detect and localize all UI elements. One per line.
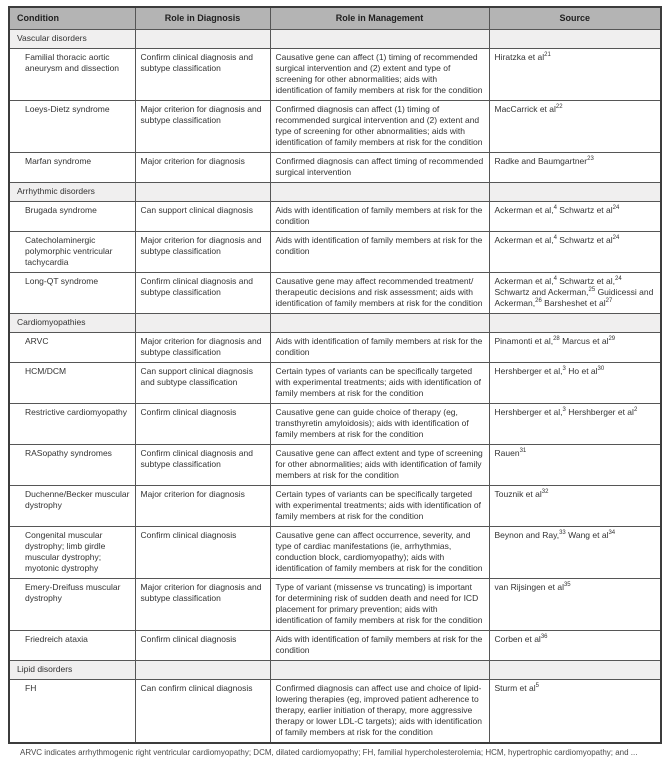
- citation-superscript: 25: [588, 287, 596, 294]
- diagnosis-cell: Major criterion for diagnosis and subtype classification: [135, 232, 270, 273]
- citation-superscript: 26: [535, 298, 542, 305]
- condition-cell: Friedreich ataxia: [9, 631, 135, 661]
- section-empty-cell: [270, 314, 489, 333]
- section-title: Cardiomyopathies: [9, 314, 135, 333]
- table-row: [9, 404, 661, 445]
- section-empty-cell: [489, 183, 661, 202]
- citation-text: Hershberger et al,: [494, 366, 563, 376]
- citation-superscript: 24: [615, 276, 622, 283]
- col-header-role-in-diagnosis: Role in Diagnosis: [135, 7, 270, 30]
- citation-text: Guidicessi and Ackerman,: [494, 287, 654, 308]
- citation-text: Hiratzka et al: [494, 52, 545, 62]
- source-cell: [489, 527, 661, 579]
- source-cell: [489, 202, 661, 232]
- diagnosis-cell: Confirm clinical diagnosis and subtype classification: [135, 445, 270, 486]
- management-cell: Aids with identification of family members at risk for the condition: [270, 232, 489, 273]
- table-row: [9, 273, 661, 314]
- citation-superscript: 28: [553, 336, 560, 343]
- condition-cell: HCM/DCM: [9, 363, 135, 404]
- citation-text: Schwartz et al: [556, 205, 613, 215]
- condition-cell: ARVC: [9, 333, 135, 363]
- diagnosis-cell: Major criterion for diagnosis and subtype classification: [135, 579, 270, 631]
- citation-text: Sturm et al: [494, 683, 536, 693]
- diagnosis-cell: Major criterion for diagnosis and subtype classification: [135, 333, 270, 363]
- table-footnote: ARVC indicates arrhythmogenic right ventricular cardiomyopathy; DCM, dilated cardiomyopathy; FH, familial hypercholesterolemia; HCM, hypertrophic cardiomyopathy; and ...: [20, 748, 638, 757]
- source-cell: [489, 486, 661, 527]
- citation-text: Ackerman et al,: [494, 235, 554, 245]
- citation-superscript: 4: [553, 205, 557, 212]
- condition-cell: Congenital muscular dystrophy; limb girdle muscular dystrophy; myotonic dystrophy: [9, 527, 135, 579]
- management-cell: Certain types of variants can be specifically targeted with experimental treatments; aids with identification of family members at risk for the condition: [270, 486, 489, 527]
- section-title: Vascular disorders: [9, 30, 135, 49]
- condition-cell: Brugada syndrome: [9, 202, 135, 232]
- section-empty-cell: [489, 314, 661, 333]
- col-header-source: Source: [489, 7, 661, 30]
- diagnosis-cell: Confirm clinical diagnosis: [135, 631, 270, 661]
- source-cell: [489, 153, 661, 183]
- management-cell: Aids with identification of family members at risk for the condition: [270, 202, 489, 232]
- table-row: [9, 232, 661, 273]
- management-cell: Causative gene can affect occurrence, severity, and type of cardiac manifestations (ie, arrhythmias, conduction block, cardiomyopathy); aids with identification of family members at risk for the condition: [270, 527, 489, 579]
- table-row: [9, 202, 661, 232]
- diagnosis-cell: Can support clinical diagnosis and subtype classification: [135, 363, 270, 404]
- citation-superscript: 2: [633, 407, 638, 414]
- condition-cell: Familial thoracic aortic aneurysm and dissection: [9, 49, 135, 101]
- source-cell: [489, 680, 661, 744]
- section-empty-cell: [135, 661, 270, 680]
- condition-cell: RASopathy syndromes: [9, 445, 135, 486]
- table-row: [9, 680, 661, 744]
- section-empty-cell: [489, 661, 661, 680]
- section-empty-cell: [135, 314, 270, 333]
- source-cell: [489, 363, 661, 404]
- citation-superscript: 4: [553, 276, 557, 283]
- citation-text: Hershberger et al,: [494, 407, 563, 417]
- citation-text: Ho et al: [565, 366, 598, 376]
- section-empty-cell: [135, 183, 270, 202]
- col-header-condition: Condition: [9, 7, 135, 30]
- section-row: [9, 183, 661, 202]
- citation-text: Marcus et al: [559, 336, 609, 346]
- header-row: [9, 7, 661, 30]
- source-cell: [489, 273, 661, 314]
- section-empty-cell: [135, 30, 270, 49]
- table-row: [9, 101, 661, 153]
- condition-cell: Duchenne/Becker muscular dystrophy: [9, 486, 135, 527]
- citation-text: Schwartz et al,: [556, 276, 616, 286]
- management-cell: Causative gene can affect (1) timing of recommended surgical intervention and (2) extent and type of screening for other abnormalities; aids with identification of family members at risk for the condition: [270, 49, 489, 101]
- citation-text: Hershberger et al: [565, 407, 634, 417]
- section-row: [9, 661, 661, 680]
- condition-cell: Restrictive cardiomyopathy: [9, 404, 135, 445]
- citation-superscript: 4: [553, 235, 557, 242]
- table-row: [9, 445, 661, 486]
- citation-text: Ackerman et al,: [494, 205, 554, 215]
- section-row: [9, 30, 661, 49]
- diagnosis-cell: Confirm clinical diagnosis and subtype classification: [135, 49, 270, 101]
- source-cell: [489, 631, 661, 661]
- diagnosis-cell: Confirm clinical diagnosis: [135, 527, 270, 579]
- citation-superscript: 27: [605, 298, 613, 305]
- table-row: [9, 631, 661, 661]
- diagnosis-cell: Major criterion for diagnosis and subtype classification: [135, 101, 270, 153]
- management-cell: Confirmed diagnosis can affect (1) timing of recommended surgical intervention and (2) extent and type of screening for other abnormalities; aids with identification of family members at risk for the condition: [270, 101, 489, 153]
- source-cell: [489, 404, 661, 445]
- management-cell: Type of variant (missense vs truncating) is important for determining risk of sudden death and need for ICD placement for primary prevention; aids with identification of family members at risk for the condition: [270, 579, 489, 631]
- source-cell: [489, 232, 661, 273]
- section-empty-cell: [270, 30, 489, 49]
- table-row: [9, 153, 661, 183]
- table-row: [9, 333, 661, 363]
- management-cell: Confirmed diagnosis can affect use and choice of lipid-lowering therapies (eg, improved patient adherence to therapy, earlier initiation of therapy, more aggressive therapy or lower LDL-C targets); aids with identification of family members at risk for the condition: [270, 680, 489, 744]
- col-header-role-in-management: Role in Management: [270, 7, 489, 30]
- management-cell: Causative gene can guide choice of therapy (eg, transthyretin amyloidosis); aids with identification of family members at risk for the condition: [270, 404, 489, 445]
- citation-text: Touznik et al: [494, 489, 542, 499]
- citation-text: Ackerman et al,: [494, 276, 554, 286]
- citation-superscript: 23: [587, 156, 594, 163]
- condition-cell: Marfan syndrome: [9, 153, 135, 183]
- genetic-testing-table: [8, 6, 662, 744]
- condition-cell: Long-QT syndrome: [9, 273, 135, 314]
- citation-superscript: 33: [559, 530, 566, 537]
- section-title: Arrhythmic disorders: [9, 183, 135, 202]
- citation-text: Barsheshet et al: [541, 298, 606, 308]
- citation-superscript: 31: [519, 448, 527, 455]
- citation-superscript: 3: [562, 407, 566, 414]
- diagnosis-cell: Major criterion for diagnosis: [135, 153, 270, 183]
- table-row: [9, 579, 661, 631]
- source-cell: [489, 101, 661, 153]
- management-cell: Aids with identification of family members at risk for the condition: [270, 631, 489, 661]
- citation-superscript: 35: [563, 582, 571, 589]
- diagnosis-cell: Confirm clinical diagnosis: [135, 404, 270, 445]
- citation-text: Radke and Baumgartner: [494, 156, 588, 166]
- citation-superscript: 29: [608, 336, 616, 343]
- citation-superscript: 3: [562, 366, 566, 373]
- section-title: Lipid disorders: [9, 661, 135, 680]
- citation-superscript: 34: [608, 530, 616, 537]
- citation-text: van Rijsingen et al: [494, 582, 564, 592]
- table-row: [9, 486, 661, 527]
- citation-superscript: 24: [612, 205, 620, 212]
- diagnosis-cell: Can support clinical diagnosis: [135, 202, 270, 232]
- management-cell: Confirmed diagnosis can affect timing of recommended surgical intervention: [270, 153, 489, 183]
- citation-text: MacCarrick et al: [494, 104, 556, 114]
- section-row: [9, 314, 661, 333]
- management-cell: Certain types of variants can be specifically targeted with experimental treatments; aids with identification of family members at risk for the condition: [270, 363, 489, 404]
- citation-superscript: 32: [541, 489, 549, 496]
- section-empty-cell: [270, 661, 489, 680]
- citation-text: Corben et al: [494, 634, 541, 644]
- source-cell: [489, 333, 661, 363]
- source-cell: [489, 49, 661, 101]
- table-row: [9, 527, 661, 579]
- management-cell: Causative gene can affect extent and type of screening for other abnormalities; aids with identification of family members at risk for the condition: [270, 445, 489, 486]
- citation-text: Schwartz and Ackerman,: [494, 287, 589, 297]
- table-row: [9, 49, 661, 101]
- section-empty-cell: [270, 183, 489, 202]
- table-row: [9, 363, 661, 404]
- citation-text: Schwartz et al: [556, 235, 613, 245]
- condition-cell: Emery-Dreifuss muscular dystrophy: [9, 579, 135, 631]
- diagnosis-cell: Major criterion for diagnosis: [135, 486, 270, 527]
- management-cell: Aids with identification of family members at risk for the condition: [270, 333, 489, 363]
- source-cell: [489, 445, 661, 486]
- citation-superscript: 24: [612, 235, 620, 242]
- management-cell: Causative gene may affect recommended treatment/ therapeutic decisions and risk assessment; aids with identification of family members at risk for the condition: [270, 273, 489, 314]
- condition-cell: FH: [9, 680, 135, 744]
- diagnosis-cell: Can confirm clinical diagnosis: [135, 680, 270, 744]
- condition-cell: Catecholaminergic polymorphic ventricular tachycardia: [9, 232, 135, 273]
- condition-cell: Loeys-Dietz syndrome: [9, 101, 135, 153]
- citation-text: Pinamonti et al,: [494, 336, 554, 346]
- citation-text: Wang et al: [565, 530, 609, 540]
- citation-superscript: 36: [540, 634, 548, 641]
- diagnosis-cell: Confirm clinical diagnosis and subtype classification: [135, 273, 270, 314]
- citation-superscript: 21: [544, 52, 551, 59]
- source-cell: [489, 579, 661, 631]
- section-empty-cell: [489, 30, 661, 49]
- citation-text: Rauen: [494, 448, 520, 458]
- citation-superscript: 30: [597, 366, 605, 373]
- citation-superscript: 22: [555, 104, 563, 111]
- citation-text: Beynon and Ray,: [494, 530, 560, 540]
- citation-superscript: 5: [535, 683, 539, 690]
